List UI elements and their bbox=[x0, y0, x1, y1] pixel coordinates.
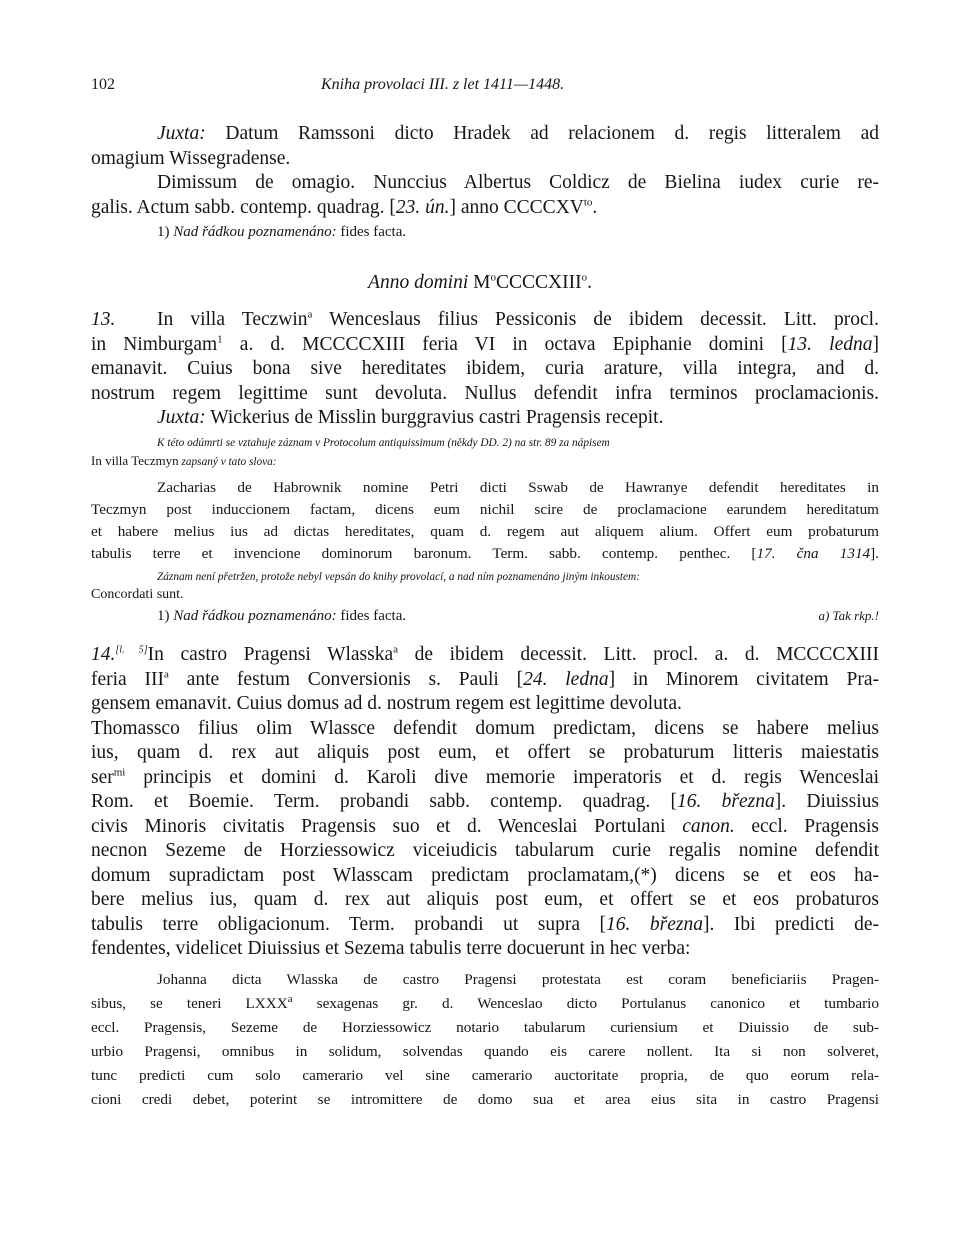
entry-13 bbox=[91, 308, 879, 626]
top-section bbox=[91, 122, 879, 242]
footnote-a: a) Tak rkp.! bbox=[818, 607, 879, 623]
entry-13-quote: Zacharias de Habrownik nomine Petri dicti Sswab de Hawranye defendit hereditates in Teczmyn post induccionem factam, dicens eum nichil scire de proclamacione earundem hereditatum et habere melius ius ad dictas hereditates, quam d. regem aut aliquem alium. Offert eum probaturum tabulis terre et invencione dominorum baronum. Term. sabb. contemp. penthec. [17. čna 1314]. bbox=[91, 478, 880, 562]
entry-13-note-line2: In villa Teczmyn zapsaný v tato slova: bbox=[91, 452, 277, 468]
entry-14-body: 14.[l. 5]In castro Pragensi Wlasska$^a$ de ibidem decessit. Litt. procl. a. d. MCCCCXIII feria III$^a$ ante festum Conversionis s. Pauli [24. ledna] in Minorem civitatem Pra- gensem emanavit. Cuius domus ad d. nostrum regem est legittime devoluta. Thomassco filius olim Wlassce defendit domum predictam, dicens se habere melius ius, quam d. rex aut aliquis post eum, et offert se probaturum litteris maiestatis ser$^{mi}$ principis et domini d. Karoli dive memorie imperatoris et d. regis Wenceslai Rom. et Boemie. Term. probandi sabb. contemp. quadrag. [16. března]. Diuissius civis Minoris civitatis Pragensis suo et d. Wenceslai Portulani canon. eccl. Pragensis necnon Sezeme de Horziessowicz viceiudicis tabularum curie regalis nomine defendit domum supradictam post Wlasscam predictam proclamatam,(*) dicens se et eos ha- bere melius ius, quam d. rex aut aliquis post eum, et offert se et eos probaturos tabulis terre obligacionum. Term. probandi ut supra [16. března]. Ibi predicti de- fendentes, videlicet Diuissius et Sezema tabulis terre docuerunt in hec verba: bbox=[91, 643, 880, 959]
dimissum-paragraph: Dimissum de omagio. Nunccius Albertus Coldicz de Bielina iudex curie re- galis. Actum sabb. contemp. quadrag. [23. ún.] anno $CCCCXV^{to}$. bbox=[91, 172, 879, 218]
entry-13-editor-note: K této odúmrti se vztahuje záznam v Protocolum antiquissimum (někdy DD. 2) na str. 89 za nápisem bbox=[157, 436, 610, 449]
running-title: Kniha provolaci III. z let 1411—1448. bbox=[321, 76, 565, 93]
entry-13-concordati: Concordati sunt. bbox=[91, 586, 184, 602]
juxta-paragraph: Juxta: Datum Ramssoni dicto Hradek ad relacionem d. regis litteralem ad omagium Wissegradense. bbox=[91, 123, 879, 169]
year-heading: Anno domini $M^oCCCCXIII^o$. bbox=[368, 271, 592, 293]
page-number: 102 bbox=[91, 76, 115, 93]
entry-13-body: 13. In villa Teczwin$^a$ Wenceslaus filius Pessiconis de ibidem decessit. Litt. procl. in Nimburgam$^1$ a. d. MCCCCXIII feria VI in octava Epiphanie domini [13. ledna] emanavit. Cuius bona sive hereditates ibidem, curia arature, villa integra, and d. nostrum regem legittime sunt devoluta. Nullus defendit infra terminos proclamacionis. Juxta: Wickerius de Misslin burggravius castri Pragensis recepit. bbox=[91, 308, 879, 428]
entry-14-quote: Johanna dicta Wlasska de castro Pragensi protestata est coram beneficiariis Pragen- sibus, se teneri LXXX$^a$ sexagenas gr. d. Wenceslao dicto Portulanus canonico et tumbario eccl. Pragensis, Sezeme de Horziessowicz notario tabularum curiensium et Diuissio de sub- urbio Pragensi, omnibus in solidum, solvendas quando eis carere nollent. Ita si non solveret, tunc predicti cum solo camerario vel sine camerario auctoritate propria, de quo eorum rela- cioni credi debet, poterint se intromittere de domo sua et area eius sita in castro Pragensi bbox=[91, 970, 879, 1108]
footnote-2: 1) Nad řádkou poznamenáno: fides facta. a) Tak rkp.! bbox=[157, 607, 879, 624]
footnote-1: 1) Nad řádkou poznamenáno: fides facta. bbox=[157, 224, 407, 240]
page-header bbox=[91, 76, 879, 100]
entry-13-status-note: Záznam není přetržen, protože nebyl vepsán do knihy provolací, a nad ním poznamenáno jiným inkoustem: bbox=[157, 570, 640, 583]
entry-14 bbox=[91, 643, 879, 1112]
